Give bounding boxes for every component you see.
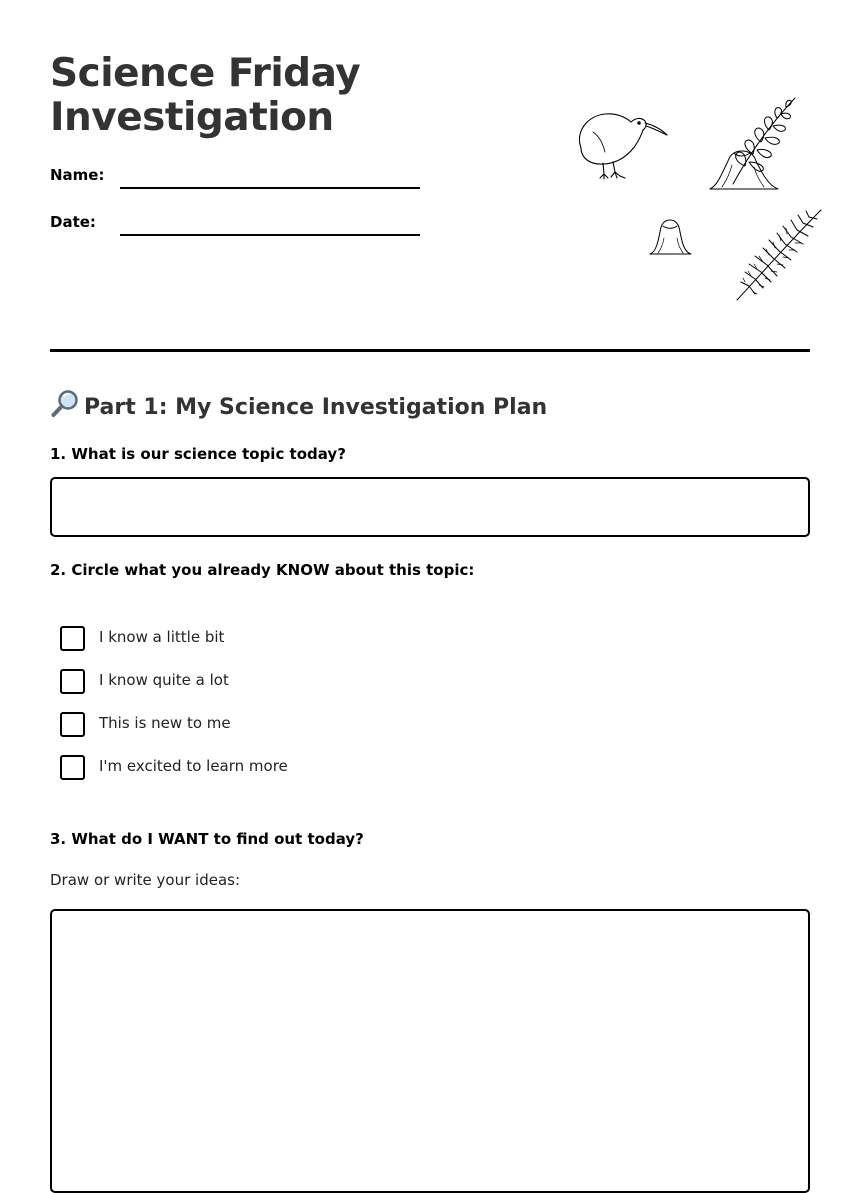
question-3: 3. What do I WANT to find out today?	[50, 830, 364, 848]
checkbox-know-lot[interactable]	[60, 669, 85, 694]
question-2: 2. Circle what you already KNOW about this topic:	[50, 561, 475, 579]
date-field[interactable]	[120, 234, 420, 236]
checkbox-label: This is new to me	[99, 714, 231, 732]
magnifying-glass-icon	[50, 389, 80, 419]
checkbox-new-to-me[interactable]	[60, 712, 85, 737]
checkbox-label: I know quite a lot	[99, 671, 229, 689]
date-label: Date:	[50, 213, 96, 231]
checklist-item[interactable]	[60, 626, 460, 669]
checkbox-know-little[interactable]	[60, 626, 85, 651]
kiwi-bird-icon	[573, 108, 668, 183]
name-field[interactable]	[120, 187, 420, 189]
checkbox-label: I know a little bit	[99, 628, 225, 646]
draw-write-helper: Draw or write your ideas:	[50, 871, 241, 889]
date-field-row	[50, 213, 420, 237]
small-mountain-icon	[648, 216, 693, 256]
ideas-answer-box[interactable]	[50, 909, 810, 1193]
topic-answer-box[interactable]	[50, 477, 810, 537]
checklist-item[interactable]	[60, 712, 460, 755]
name-field-row	[50, 166, 420, 190]
checkbox-label: I'm excited to learn more	[99, 757, 288, 775]
part1-heading-text: Part 1: My Science Investigation Plan	[84, 395, 548, 420]
part1-heading	[50, 389, 547, 423]
nature-illustrations	[565, 90, 790, 305]
mountain-icon	[708, 145, 780, 190]
title-line-1: Science Friday	[50, 51, 361, 96]
checklist-item[interactable]	[60, 669, 460, 712]
section-divider	[50, 349, 810, 352]
question-1: 1. What is our science topic today?	[50, 445, 346, 463]
name-label: Name:	[50, 166, 105, 184]
worksheet-page	[50, 0, 810, 1161]
page-title	[50, 52, 360, 140]
checkbox-excited[interactable]	[60, 755, 85, 780]
checklist-item[interactable]	[60, 755, 460, 798]
knowledge-checklist	[60, 626, 460, 798]
title-line-2: Investigation	[50, 95, 334, 140]
fern-leaf-icon	[735, 208, 825, 303]
